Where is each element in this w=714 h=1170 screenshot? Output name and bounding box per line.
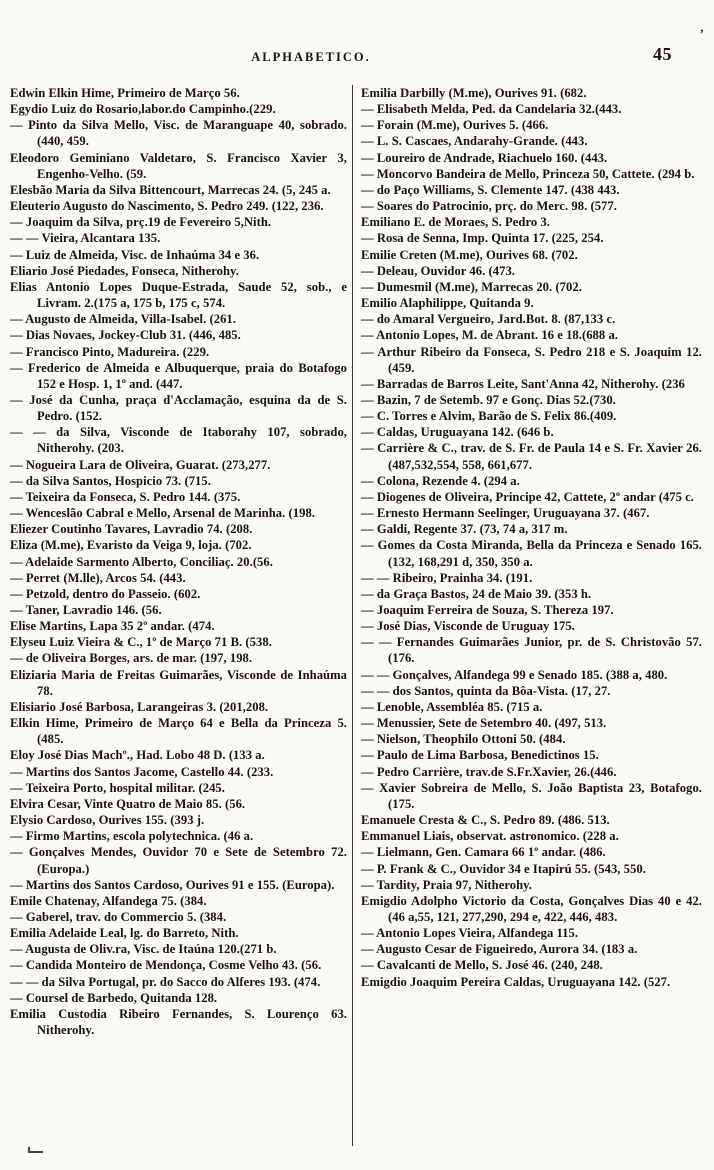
directory-entry: — Colona, Rezende 4. (294 a. bbox=[361, 473, 520, 488]
directory-entry: — P. Frank & C., Ouvidor 34 e Itapirú 55. (543, 550. bbox=[361, 861, 646, 876]
directory-entry: — — Fernandes Guimarães Junior, pr. de S. Christovão 57. (176. bbox=[361, 635, 702, 666]
directory-entry: — Arthur Ribeiro da Fonseca, S. Pedro 218 e S. Joaquim 12. (459. bbox=[361, 344, 702, 375]
directory-entry: — Wenceslão Cabral e Mello, Arsenal de Marinha. (198. bbox=[10, 506, 315, 521]
directory-entry: — do Paço Williams, S. Clemente 147. (438 443. bbox=[361, 182, 620, 197]
directory-entry: — C. Torres e Alvim, Barão de S. Felix 86.(409. bbox=[361, 409, 617, 424]
directory-entry: — Soares do Patrocinio, prç. do Merc. 98. (577. bbox=[361, 199, 617, 214]
directory-entry: — — da Silva, Visconde de Itaborahy 107, sobrado, Nitherohy. (203. bbox=[10, 425, 347, 456]
directory-entry: — Nielson, Theophilo Ottoni 50. (484. bbox=[361, 732, 566, 747]
directory-entry: — Luiz de Almeida, Visc. de Inhaúma 34 e 36. bbox=[10, 247, 260, 262]
directory-entry: Emile Chatenay, Alfandega 75. (384. bbox=[10, 893, 207, 908]
directory-entry: Elise Martins, Lapa 35 2º andar. (474. bbox=[10, 619, 215, 634]
directory-entry: — Tardity, Praia 97, Nitherohy. bbox=[361, 877, 532, 892]
directory-entry: Emilia Adelaide Leal, lg. do Barreto, Nith. bbox=[10, 926, 239, 941]
directory-entry: — Coursel de Barbedo, Quitanda 128. bbox=[10, 990, 218, 1005]
directory-entry: — Augusto de Almeida, Villa-Isabel. (261. bbox=[10, 312, 236, 327]
directory-entry: — Moncorvo Bandeira de Mello, Princeza 50, Cattete. (294 b. bbox=[361, 166, 695, 181]
directory-entry: Elysio Cardoso, Ourives 155. (393 j. bbox=[10, 813, 205, 828]
directory-entry: — da Graça Bastos, 24 de Maio 39. (353 h. bbox=[361, 586, 592, 601]
directory-entry: — Teixeira Porto, hospital militar. (245. bbox=[10, 780, 225, 795]
directory-entry: — Antonio Lopes Vieira, Alfandega 115. bbox=[361, 926, 579, 941]
directory-entry: Eleodoro Geminiano Valdetaro, S. Francisco Xavier 3, Engenho-Velho. (59. bbox=[10, 150, 347, 181]
directory-entry: — Pedro Carrière, trav.de S.Fr.Xavier, 26.(446. bbox=[361, 764, 617, 779]
directory-entry: Elvira Cesar, Vinte Quatro de Maio 85. (56. bbox=[10, 796, 246, 811]
directory-entry: Elyseu Luiz Vieira & C., 1º de Março 71 B. (538. bbox=[10, 635, 272, 650]
directory-entry: Emigdio Adolpho Victorio da Costa, Gonçalves Dias 40 e 42. (46 a,55, 121, 277,290, 294 e, 422, 446, 483. bbox=[361, 893, 702, 924]
page-number: 45 bbox=[653, 44, 672, 64]
directory-entry: — da Silva Santos, Hospicio 73. (715. bbox=[10, 473, 211, 488]
directory-entry: — Candida Monteiro de Mendonça, Cosme Velho 43. (56. bbox=[10, 958, 322, 973]
directory-entry: — de Oliveira Borges, ars. de mar. (197, 198. bbox=[10, 651, 253, 666]
directory-entry: — Xavier Sobreira de Mello, S. João Baptista 23, Botafogo. (175. bbox=[361, 780, 702, 811]
directory-entry: Emilia Custodia Ribeiro Fernandes, S. Lourenço 63. Nitherohy. bbox=[10, 1006, 347, 1038]
scan-artifact: ’ bbox=[699, 26, 704, 41]
directory-entry: — Firmo Martins, escola polytechnica. (46 a. bbox=[10, 829, 254, 844]
header-title: ALPHABETICO. bbox=[251, 50, 371, 64]
directory-entry: Emmanuel Liais, observat. astronomico. (228 a. bbox=[361, 829, 619, 844]
directory-entry: Elisiario José Barbosa, Larangeiras 3. (201,208. bbox=[10, 699, 269, 714]
directory-entry: — Elisabeth Melda, Ped. da Candelaria 32.(443. bbox=[361, 102, 622, 117]
directory-entry: — L. S. Cascaes, Andarahy-Grande. (443. bbox=[361, 134, 588, 149]
directory-entry: Eleuterio Augusto do Nascimento, S. Pedro 249. (122, 236. bbox=[10, 199, 324, 214]
directory-entry: Emiliano E. de Moraes, S. Pedro 3. bbox=[361, 215, 550, 230]
directory-entry: — Augusto Cesar de Figueiredo, Aurora 34. (183 a. bbox=[361, 942, 638, 957]
directory-entry: — Augusta de Oliv.ra, Visc. de Itaúna 120.(271 b. bbox=[10, 942, 277, 957]
directory-entry: — Gaberel, trav. do Commercio 5. (384. bbox=[10, 909, 227, 924]
directory-entry: Emigdio Joaquim Pereira Caldas, Uruguayana 142. (527. bbox=[361, 974, 671, 989]
directory-entry: — Deleau, Ouvidor 46. (473. bbox=[361, 263, 515, 278]
directory-entry: — Cavalcanti de Mello, S. José 46. (240, 248. bbox=[361, 958, 603, 973]
directory-entry: — Galdi, Regente 37. (73, 74 a, 317 m. bbox=[361, 522, 568, 537]
directory-entry: Eloy José Dias Machº., Had. Lobo 48 D. (133 a. bbox=[10, 748, 265, 763]
directory-entry: — Diogenes de Oliveira, Principe 42, Cattete, 2º andar (475 c. bbox=[361, 489, 695, 504]
directory-entry: — Ernesto Hermann Seelinger, Uruguayana 37. (467. bbox=[361, 506, 650, 521]
directory-entry: Edwin Elkin Hime, Primeiro de Março 56. bbox=[10, 86, 240, 100]
directory-entry: — Loureiro de Andrade, Riachuelo 160. (443. bbox=[361, 150, 608, 165]
directory-entry: — Perret (M.lle), Arcos 54. (443. bbox=[10, 570, 186, 585]
directory-entry: — Frederico de Almeida e Albuquerque, praia do Botafogo 152 e Hosp. 1, 1º and. (447. bbox=[10, 360, 347, 391]
directory-entry: — José Dias, Visconde de Uruguay 175. bbox=[361, 619, 575, 634]
directory-entry: — Menussier, Sete de Setembro 40. (497, 513. bbox=[361, 716, 607, 731]
directory-entry: — Francisco Pinto, Madureira. (229. bbox=[10, 344, 210, 359]
directory-entry: — Rosa de Senna, Imp. Quinta 17. (225, 254. bbox=[361, 231, 604, 246]
directory-entry: — — Gonçalves, Alfandega 99 e Senado 185. (388 a, 480. bbox=[361, 667, 668, 682]
directory-entry: Elesbão Maria da Silva Bittencourt, Marrecas 24. (5, 245 a. bbox=[10, 182, 331, 197]
directory-entry: — Martins dos Santos Jacome, Castello 44. (233. bbox=[10, 764, 274, 779]
directory-entry: — José da Cunha, praça d'Acclamação, esquina da de S. Pedro. (152. bbox=[10, 392, 347, 424]
directory-entry: — Joaquim Ferreira de Souza, S. Thereza 197. bbox=[361, 603, 614, 617]
directory-entry: — Taner, Lavradio 146. (56. bbox=[10, 603, 162, 617]
directory-entry: — Bazin, 7 de Setemb. 97 e Gonç. Dias 52.(730. bbox=[361, 392, 616, 407]
directory-entry: — Antonio Lopes, M. de Abrant. 16 e 18.(688 a. bbox=[361, 328, 618, 343]
scan-artifact bbox=[28, 1151, 43, 1153]
directory-entry: — Teixeira da Fonseca, S. Pedro 144. (375. bbox=[10, 489, 241, 504]
directory-entry: — — Vieira, Alcantara 135. bbox=[10, 231, 161, 246]
directory-entry: — Gonçalves Mendes, Ouvidor 70 e Sete de Setembro 72. (Europa.) bbox=[10, 845, 347, 876]
directory-entry: — — dos Santos, quinta da Bôa-Vista. (17, 27. bbox=[361, 683, 611, 698]
directory-entry: — Paulo de Lima Barbosa, Benedictinos 15. bbox=[361, 748, 599, 763]
left-column bbox=[10, 85, 352, 1146]
directory-entry: — — da Silva Portugal, pr. do Sacco do Alferes 193. (474. bbox=[10, 974, 321, 989]
directory-entry: — Joaquim da Silva, prç.19 de Fevereiro 5,Nith. bbox=[10, 215, 272, 230]
directory-entry: — Carrière & C., trav. de S. Fr. de Paula 14 e S. Fr. Xavier 26. (487,532,554, 558, 661,677. bbox=[361, 441, 702, 472]
directory-entry: — — Ribeiro, Prainha 34. (191. bbox=[361, 570, 533, 585]
directory-entry: — Dias Novaes, Jockey-Club 31. (446, 485. bbox=[10, 328, 241, 343]
directory-entry: Eliziaria Maria de Freitas Guimarães, Visconde de Inhaúma 78. bbox=[10, 667, 347, 698]
directory-entry: Egydio Luiz do Rosario,labor.do Campinho.(229. bbox=[10, 102, 276, 117]
directory-entry: — Lielmann, Gen. Camara 66 1º andar. (486. bbox=[361, 845, 606, 860]
directory-entry: — Adelaide Sarmento Alberto, Conciliaç. 20.(56. bbox=[10, 554, 273, 569]
directory-entry: Elias Antonio Lopes Duque-Estrada, Saude 52, sob., e Livram. 2.(175 a, 175 b, 175 c, 574. bbox=[10, 279, 347, 311]
directory-entry: — Caldas, Uruguayana 142. (646 b. bbox=[361, 425, 554, 440]
page-header bbox=[0, 44, 714, 74]
directory-entry: — Lenoble, Assembléa 85. (715 a. bbox=[361, 699, 543, 714]
directory-entry: — Barradas de Barros Leite, Sant'Anna 42, Nitherohy. (236 bbox=[361, 376, 685, 391]
directory-entry: — Forain (M.me), Ourives 5. (466. bbox=[361, 118, 549, 133]
directory-entry: — Pinto da Silva Mello, Visc. de Maranguape 40, sobrado. (440, 459. bbox=[10, 118, 347, 149]
directory-entry: Eliario José Piedades, Fonseca, Nitherohy. bbox=[10, 263, 239, 278]
directory-entry: — Martins dos Santos Cardoso, Ourives 91 e 155. (Europa). bbox=[10, 877, 335, 892]
directory-entry: Emanuele Cresta & C., S. Pedro 89. (486. 513. bbox=[361, 813, 610, 828]
right-column bbox=[353, 85, 702, 1146]
directory-entry: Elkin Hime, Primeiro de Março 64 e Bella da Princeza 5. (485. bbox=[10, 716, 347, 747]
directory-entry: — Dumesmil (M.me), Marrecas 20. (702. bbox=[361, 279, 582, 294]
directory-entry: Eliezer Coutinho Tavares, Lavradio 74. (208. bbox=[10, 522, 253, 537]
directory-entry: Eliza (M.me), Evaristo da Veiga 9, loja. (702. bbox=[10, 538, 252, 553]
directory-entry: Emilie Creten (M.me), Ourives 68. (702. bbox=[361, 247, 578, 262]
directory-entry: — Gomes da Costa Miranda, Bella da Princeza e Senado 165. (132, 168,291 d, 350, 350 a. bbox=[361, 538, 702, 569]
directory-entry: Emilio Alaphilippe, Quitanda 9. bbox=[361, 296, 534, 311]
columns-wrapper bbox=[10, 85, 706, 1146]
directory-entry: — do Amaral Vergueiro, Jard.Bot. 8. (87,133 c. bbox=[361, 312, 616, 327]
directory-entry: Emilia Darbilly (M.me), Ourives 91. (682. bbox=[361, 86, 587, 100]
directory-entry: — Nogueira Lara de Oliveira, Guarat. (273,277. bbox=[10, 457, 271, 472]
directory-entry: — Petzold, dentro do Passeio. (602. bbox=[10, 586, 201, 601]
